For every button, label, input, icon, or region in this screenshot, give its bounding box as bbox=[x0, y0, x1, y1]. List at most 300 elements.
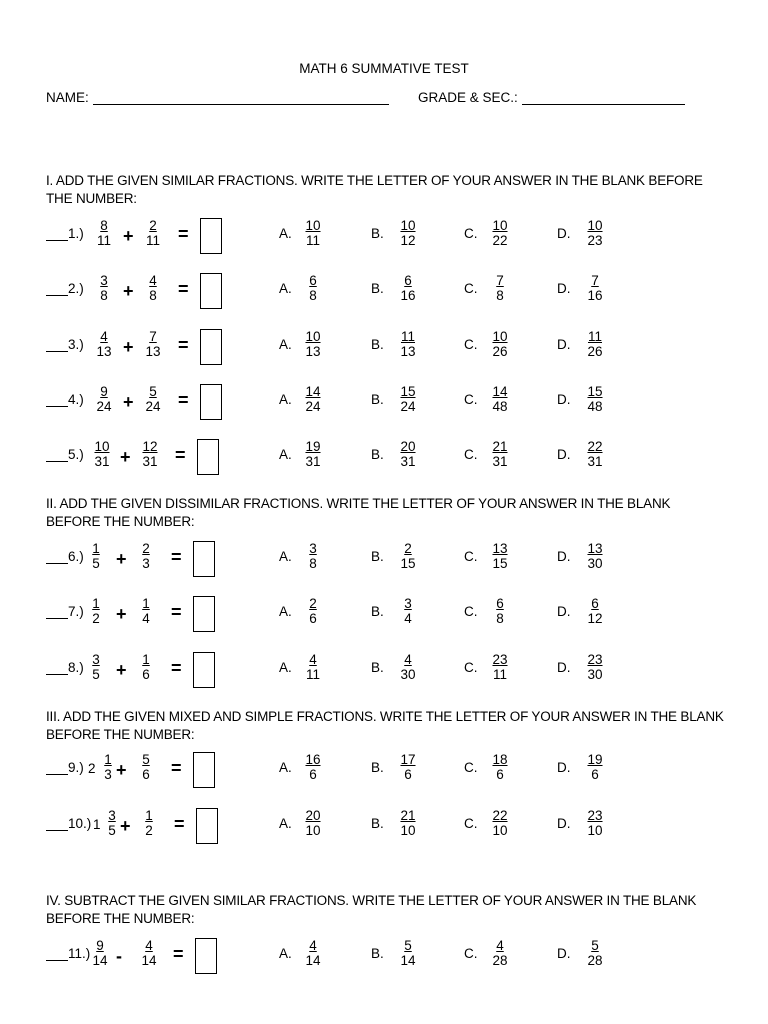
denominator: 11 bbox=[492, 667, 507, 682]
numerator: 4 bbox=[496, 938, 504, 953]
option-letter: B. bbox=[371, 549, 384, 564]
fraction-b bbox=[140, 439, 160, 469]
option-letter: A. bbox=[279, 281, 292, 296]
option-letter: C. bbox=[464, 281, 478, 296]
option-letter: D. bbox=[557, 226, 571, 241]
equals-sign: = bbox=[178, 279, 189, 299]
numerator: 1 bbox=[142, 596, 150, 611]
fraction-a bbox=[98, 752, 118, 782]
answer-box[interactable] bbox=[200, 218, 222, 254]
denominator: 8 bbox=[496, 611, 504, 626]
option-letter: D. bbox=[557, 281, 571, 296]
option-fraction bbox=[301, 329, 325, 359]
answer-box[interactable] bbox=[200, 384, 222, 420]
denominator: 8 bbox=[496, 288, 504, 303]
question-label: 11.) bbox=[68, 946, 91, 961]
option-letter: A. bbox=[279, 660, 292, 675]
denominator: 15 bbox=[492, 556, 508, 571]
numerator: 1 bbox=[92, 541, 100, 556]
whole-number: 1 bbox=[93, 817, 101, 832]
answer-blank[interactable] bbox=[46, 551, 68, 564]
denominator: 30 bbox=[587, 667, 603, 682]
numerator: 4 bbox=[145, 938, 153, 953]
section-4-heading: IV. SUBTRACT THE GIVEN SIMILAR FRACTIONS. WRITE THE LETTER OF YOUR ANSWER IN THE BLANK BEFORE THE NUMBER: bbox=[46, 893, 697, 926]
question-row bbox=[0, 384, 768, 430]
option-fraction bbox=[301, 384, 325, 414]
denominator: 6 bbox=[142, 667, 150, 682]
option-letter: C. bbox=[464, 760, 478, 775]
option-fraction bbox=[301, 808, 325, 838]
denominator: 4 bbox=[142, 611, 150, 626]
fraction-a bbox=[94, 329, 114, 359]
denominator: 12 bbox=[400, 233, 416, 248]
denominator: 24 bbox=[96, 399, 112, 414]
option-letter: D. bbox=[557, 946, 571, 961]
option-letter: D. bbox=[557, 604, 571, 619]
name-line[interactable] bbox=[93, 92, 389, 105]
option-fraction bbox=[488, 384, 512, 414]
denominator: 10 bbox=[587, 823, 603, 838]
option-fraction bbox=[396, 541, 420, 571]
question-number bbox=[46, 226, 84, 241]
numerator: 21 bbox=[492, 439, 508, 454]
option-letter: B. bbox=[371, 337, 384, 352]
grade-line[interactable] bbox=[522, 92, 685, 105]
option-letter: A. bbox=[279, 447, 292, 462]
plus-sign: + bbox=[116, 549, 127, 569]
question-number bbox=[46, 816, 91, 831]
fraction-a bbox=[94, 218, 114, 248]
option-letter: B. bbox=[371, 392, 384, 407]
numerator: 15 bbox=[400, 384, 416, 399]
plus-sign: + bbox=[123, 392, 134, 412]
option-letter: A. bbox=[279, 226, 292, 241]
question-label: 3.) bbox=[68, 337, 84, 352]
denominator: 4 bbox=[404, 611, 412, 626]
denominator: 31 bbox=[305, 454, 321, 469]
fraction-a bbox=[92, 439, 112, 469]
denominator: 10 bbox=[305, 823, 321, 838]
fraction-b bbox=[136, 541, 156, 571]
denominator: 8 bbox=[100, 288, 108, 303]
question-label: 9.) bbox=[68, 760, 84, 775]
numerator: 6 bbox=[309, 273, 317, 288]
section-1-heading: I. ADD THE GIVEN SIMILAR FRACTIONS. WRITE THE LETTER OF YOUR ANSWER IN THE BLANK BEFORE THE NUMBER: bbox=[46, 173, 703, 206]
numerator: 5 bbox=[591, 938, 599, 953]
option-letter: D. bbox=[557, 760, 571, 775]
answer-blank[interactable] bbox=[46, 606, 68, 619]
numerator: 10 bbox=[587, 218, 603, 233]
numerator: 8 bbox=[100, 218, 108, 233]
option-fraction bbox=[488, 752, 512, 782]
question-number bbox=[46, 549, 84, 564]
denominator: 3 bbox=[142, 556, 150, 571]
option-fraction bbox=[488, 218, 512, 248]
plus-sign: + bbox=[123, 226, 134, 246]
grade-field bbox=[418, 90, 685, 105]
option-fraction bbox=[583, 752, 607, 782]
answer-box[interactable] bbox=[200, 273, 222, 309]
option-letter: D. bbox=[557, 447, 571, 462]
fraction-b bbox=[139, 808, 159, 838]
option-letter: B. bbox=[371, 447, 384, 462]
question-label: 7.) bbox=[68, 604, 84, 619]
numerator: 23 bbox=[492, 652, 508, 667]
answer-blank[interactable] bbox=[46, 948, 68, 961]
numerator: 3 bbox=[100, 273, 108, 288]
fraction-a bbox=[102, 808, 122, 838]
denominator: 14 bbox=[305, 953, 321, 968]
grade-label: GRADE & SEC.: bbox=[418, 90, 518, 105]
option-fraction bbox=[583, 273, 607, 303]
numerator: 4 bbox=[100, 329, 108, 344]
denominator: 31 bbox=[142, 454, 158, 469]
option-fraction bbox=[583, 384, 607, 414]
name-field bbox=[46, 90, 389, 105]
plus-sign: + bbox=[116, 604, 127, 624]
numerator: 4 bbox=[149, 273, 157, 288]
equals-sign: = bbox=[174, 814, 185, 834]
numerator: 4 bbox=[404, 652, 412, 667]
numerator: 2 bbox=[309, 596, 317, 611]
section-2-heading: II. ADD THE GIVEN DISSIMILAR FRACTIONS. WRITE THE LETTER OF YOUR ANSWER IN THE BLANK BEFORE THE NUMBER: bbox=[46, 496, 671, 529]
question-number bbox=[46, 337, 84, 352]
option-letter: B. bbox=[371, 660, 384, 675]
numerator: 20 bbox=[400, 439, 416, 454]
fraction-b bbox=[143, 329, 163, 359]
numerator: 1 bbox=[104, 752, 112, 767]
option-letter: C. bbox=[464, 604, 478, 619]
denominator: 11 bbox=[145, 233, 160, 248]
whole-number: 2 bbox=[88, 761, 96, 776]
question-label: 2.) bbox=[68, 281, 84, 296]
denominator: 30 bbox=[400, 667, 416, 682]
denominator: 31 bbox=[492, 454, 508, 469]
plus-sign: + bbox=[116, 760, 127, 780]
numerator: 5 bbox=[142, 752, 150, 767]
option-letter: A. bbox=[279, 549, 292, 564]
answer-box[interactable] bbox=[193, 596, 215, 632]
fraction-a bbox=[86, 652, 106, 682]
plus-sign: + bbox=[123, 337, 134, 357]
question-label: 8.) bbox=[68, 660, 84, 675]
question-label: 10.) bbox=[68, 816, 92, 831]
option-letter: B. bbox=[371, 604, 384, 619]
question-number bbox=[46, 604, 84, 619]
option-letter: C. bbox=[464, 660, 478, 675]
equals-sign: = bbox=[178, 335, 189, 355]
denominator: 31 bbox=[400, 454, 416, 469]
numerator: 12 bbox=[142, 439, 158, 454]
option-fraction bbox=[488, 596, 512, 626]
numerator: 16 bbox=[305, 752, 321, 767]
option-letter: D. bbox=[557, 549, 571, 564]
equals-sign: = bbox=[173, 944, 184, 964]
option-fraction bbox=[488, 439, 512, 469]
option-fraction bbox=[488, 808, 512, 838]
numerator: 3 bbox=[108, 808, 116, 823]
numerator: 17 bbox=[400, 752, 416, 767]
question-label: 5.) bbox=[68, 447, 84, 462]
option-letter: D. bbox=[557, 816, 571, 831]
numerator: 21 bbox=[400, 808, 416, 823]
numerator: 6 bbox=[591, 596, 599, 611]
denominator: 13 bbox=[305, 344, 321, 359]
numerator: 11 bbox=[400, 329, 415, 344]
denominator: 31 bbox=[94, 454, 110, 469]
denominator: 28 bbox=[587, 953, 603, 968]
option-letter: B. bbox=[371, 946, 384, 961]
option-fraction bbox=[396, 938, 420, 968]
option-fraction bbox=[488, 329, 512, 359]
option-letter: A. bbox=[279, 604, 292, 619]
question-row bbox=[0, 596, 768, 642]
numerator: 19 bbox=[587, 752, 603, 767]
question-label: 4.) bbox=[68, 392, 84, 407]
fraction-a bbox=[86, 541, 106, 571]
question-row bbox=[0, 938, 768, 984]
option-fraction bbox=[301, 938, 325, 968]
fraction-b bbox=[143, 218, 163, 248]
numerator: 10 bbox=[305, 218, 321, 233]
numerator: 5 bbox=[149, 384, 157, 399]
numerator: 2 bbox=[142, 541, 150, 556]
denominator: 16 bbox=[400, 288, 416, 303]
option-fraction bbox=[301, 652, 325, 682]
denominator: 8 bbox=[149, 288, 157, 303]
numerator: 1 bbox=[145, 808, 153, 823]
denominator: 24 bbox=[145, 399, 161, 414]
denominator: 30 bbox=[587, 556, 603, 571]
numerator: 13 bbox=[587, 541, 603, 556]
denominator: 24 bbox=[400, 399, 416, 414]
question-row bbox=[0, 218, 768, 264]
option-fraction bbox=[396, 329, 420, 359]
option-fraction bbox=[301, 541, 325, 571]
numerator: 20 bbox=[305, 808, 321, 823]
numerator: 6 bbox=[404, 273, 412, 288]
question-row bbox=[0, 273, 768, 319]
section-3-heading: III. ADD THE GIVEN MIXED AND SIMPLE FRACTIONS. WRITE THE LETTER OF YOUR ANSWER IN THE BLANK BEFORE THE NUMBER: bbox=[46, 709, 724, 742]
denominator: 28 bbox=[492, 953, 508, 968]
option-fraction bbox=[301, 596, 325, 626]
denominator: 6 bbox=[309, 767, 317, 782]
numerator: 2 bbox=[404, 541, 412, 556]
denominator: 14 bbox=[92, 953, 108, 968]
fraction-b bbox=[136, 596, 156, 626]
denominator: 23 bbox=[587, 233, 603, 248]
denominator: 2 bbox=[145, 823, 153, 838]
option-letter: C. bbox=[464, 226, 478, 241]
question-number bbox=[46, 392, 84, 407]
question-label: 1.) bbox=[68, 226, 84, 241]
denominator: 26 bbox=[492, 344, 508, 359]
fraction-b bbox=[139, 938, 159, 968]
denominator: 5 bbox=[108, 823, 116, 838]
option-fraction bbox=[488, 652, 512, 682]
question-number bbox=[46, 281, 84, 296]
denominator: 13 bbox=[400, 344, 416, 359]
option-letter: B. bbox=[371, 760, 384, 775]
option-fraction bbox=[583, 938, 607, 968]
numerator: 4 bbox=[309, 652, 317, 667]
denominator: 16 bbox=[587, 288, 603, 303]
denominator: 6 bbox=[142, 767, 150, 782]
option-letter: A. bbox=[279, 760, 292, 775]
option-fraction bbox=[488, 938, 512, 968]
denominator: 13 bbox=[96, 344, 112, 359]
denominator: 6 bbox=[404, 767, 412, 782]
option-letter: B. bbox=[371, 281, 384, 296]
option-letter: B. bbox=[371, 226, 384, 241]
numerator: 1 bbox=[142, 652, 150, 667]
option-fraction bbox=[396, 752, 420, 782]
denominator: 8 bbox=[309, 556, 317, 571]
option-fraction bbox=[396, 439, 420, 469]
equals-sign: = bbox=[175, 445, 186, 465]
numerator: 7 bbox=[591, 273, 599, 288]
plus-sign: + bbox=[120, 447, 131, 467]
numerator: 4 bbox=[309, 938, 317, 953]
option-fraction bbox=[301, 752, 325, 782]
option-fraction bbox=[301, 273, 325, 303]
answer-blank[interactable] bbox=[46, 762, 68, 775]
option-fraction bbox=[583, 808, 607, 838]
option-fraction bbox=[583, 218, 607, 248]
denominator: 11 bbox=[96, 233, 111, 248]
denominator: 2 bbox=[92, 611, 100, 626]
denominator: 11 bbox=[305, 667, 320, 682]
option-fraction bbox=[396, 808, 420, 838]
option-letter: C. bbox=[464, 447, 478, 462]
numerator: 9 bbox=[96, 938, 104, 953]
answer-box[interactable] bbox=[196, 808, 218, 844]
numerator: 3 bbox=[92, 652, 100, 667]
option-letter: A. bbox=[279, 816, 292, 831]
numerator: 7 bbox=[149, 329, 157, 344]
fraction-b bbox=[136, 652, 156, 682]
denominator: 14 bbox=[141, 953, 157, 968]
option-fraction bbox=[583, 652, 607, 682]
fraction-a bbox=[90, 938, 110, 968]
denominator: 26 bbox=[587, 344, 603, 359]
option-fraction bbox=[488, 541, 512, 571]
question-number bbox=[46, 447, 84, 462]
numerator: 1 bbox=[92, 596, 100, 611]
numerator: 10 bbox=[305, 329, 321, 344]
numerator: 6 bbox=[496, 596, 504, 611]
answer-box[interactable] bbox=[193, 541, 215, 577]
answer-box[interactable] bbox=[193, 752, 215, 788]
denominator: 22 bbox=[492, 233, 508, 248]
denominator: 6 bbox=[309, 611, 317, 626]
numerator: 14 bbox=[305, 384, 321, 399]
numerator: 19 bbox=[305, 439, 321, 454]
fraction-a bbox=[94, 273, 114, 303]
denominator: 8 bbox=[309, 288, 317, 303]
denominator: 12 bbox=[587, 611, 603, 626]
denominator: 13 bbox=[145, 344, 161, 359]
equals-sign: = bbox=[171, 658, 182, 678]
option-fraction bbox=[396, 652, 420, 682]
denominator: 24 bbox=[305, 399, 321, 414]
name-label: NAME: bbox=[46, 90, 89, 105]
equals-sign: = bbox=[171, 602, 182, 622]
option-fraction bbox=[396, 273, 420, 303]
answer-box[interactable] bbox=[200, 329, 222, 365]
denominator: 10 bbox=[400, 823, 416, 838]
fraction-a bbox=[94, 384, 114, 414]
option-letter: C. bbox=[464, 946, 478, 961]
answer-blank[interactable] bbox=[46, 283, 68, 296]
option-fraction bbox=[396, 596, 420, 626]
option-letter: C. bbox=[464, 816, 478, 831]
plus-sign: + bbox=[116, 660, 127, 680]
denominator: 14 bbox=[400, 953, 416, 968]
option-letter: D. bbox=[557, 392, 571, 407]
question-number bbox=[46, 760, 84, 775]
numerator: 3 bbox=[309, 541, 317, 556]
answer-blank[interactable] bbox=[46, 339, 68, 352]
option-letter: C. bbox=[464, 392, 478, 407]
denominator: 5 bbox=[92, 556, 100, 571]
fraction-a bbox=[86, 596, 106, 626]
answer-blank[interactable] bbox=[46, 394, 68, 407]
answer-box[interactable] bbox=[193, 652, 215, 688]
option-fraction bbox=[301, 218, 325, 248]
numerator: 22 bbox=[492, 808, 508, 823]
answer-blank[interactable] bbox=[46, 818, 68, 831]
question-row bbox=[0, 329, 768, 375]
numerator: 22 bbox=[587, 439, 603, 454]
answer-blank[interactable] bbox=[46, 662, 68, 675]
question-number bbox=[46, 946, 90, 961]
option-letter: C. bbox=[464, 337, 478, 352]
page-title: MATH 6 SUMMATIVE TEST bbox=[299, 61, 469, 76]
option-fraction bbox=[583, 596, 607, 626]
question-number bbox=[46, 660, 84, 675]
denominator: 6 bbox=[496, 767, 504, 782]
denominator: 48 bbox=[492, 399, 508, 414]
question-row bbox=[0, 752, 768, 798]
numerator: 10 bbox=[94, 439, 110, 454]
option-letter: D. bbox=[557, 660, 571, 675]
option-fraction bbox=[583, 329, 607, 359]
fraction-b bbox=[136, 752, 156, 782]
equals-sign: = bbox=[178, 390, 189, 410]
option-letter: D. bbox=[557, 337, 571, 352]
question-row bbox=[0, 808, 768, 854]
answer-box[interactable] bbox=[195, 938, 217, 974]
answer-blank[interactable] bbox=[46, 228, 68, 241]
numerator: 11 bbox=[587, 329, 602, 344]
option-fraction bbox=[583, 439, 607, 469]
option-letter: B. bbox=[371, 816, 384, 831]
plus-sign: + bbox=[123, 281, 134, 301]
option-letter: A. bbox=[279, 946, 292, 961]
numerator: 23 bbox=[587, 808, 603, 823]
numerator: 23 bbox=[587, 652, 603, 667]
option-fraction bbox=[488, 273, 512, 303]
numerator: 2 bbox=[149, 218, 157, 233]
answer-box[interactable] bbox=[197, 439, 219, 475]
denominator: 31 bbox=[587, 454, 603, 469]
answer-blank[interactable] bbox=[46, 449, 68, 462]
numerator: 13 bbox=[492, 541, 508, 556]
option-letter: A. bbox=[279, 337, 292, 352]
denominator: 48 bbox=[587, 399, 603, 414]
denominator: 5 bbox=[92, 667, 100, 682]
